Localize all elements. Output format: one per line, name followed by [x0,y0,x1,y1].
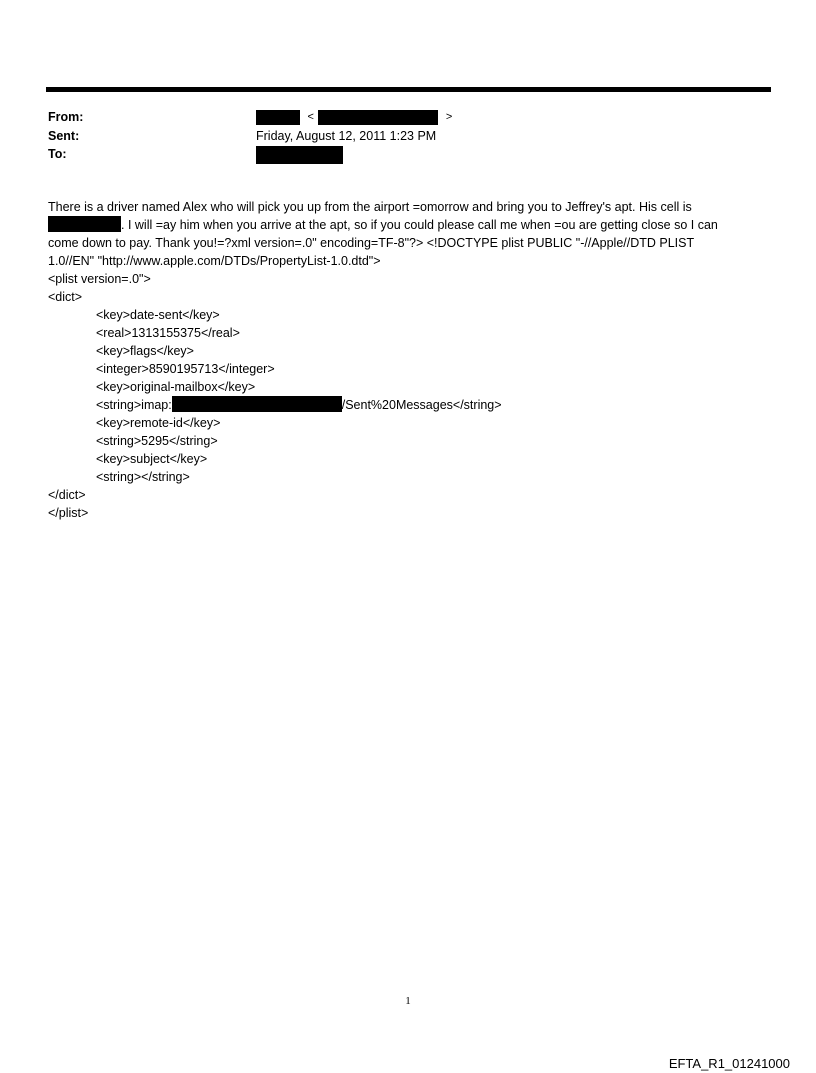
email-body [48,198,773,522]
plist-line: <key>date-sent</key> [96,308,220,322]
body-text-span: /Sent%20Messages</string> [341,398,502,412]
body-text-span: . I will =ay him when you arrive at the apt, so if you could please call me when =ou are getting close so I can [121,218,718,232]
from-value [256,108,452,127]
redaction-block [318,110,438,125]
plist-line: <key>flags</key> [96,344,194,358]
plist-line: <key>subject</key> [96,452,208,466]
sent-label: Sent: [48,128,80,143]
to-value [256,145,343,164]
redaction-block [172,396,342,412]
plist-line: <dict> [48,290,83,304]
plist-line: <string></string> [96,470,190,484]
bates-number: EFTA_R1_01241000 [668,1056,790,1071]
to-label: To: [48,147,67,161]
plist-line: </dict> [48,488,86,502]
body-text-span: <string>imap: [96,398,172,412]
page-number: 1 [405,995,411,1007]
sent-value: Friday, August 12, 2011 1:23 PM [256,128,437,143]
plist-line [48,396,773,414]
plist-line: <key>remote-id</key> [96,416,221,430]
redaction-block [48,216,121,232]
plist-line: <plist version=.0"> [48,272,151,286]
body-line: come down to pay. Thank you!=?xml version=.0" encoding=TF-8"?> <!DOCTYPE plist PUBLIC "-//Apple//DTD PLIST [48,236,695,250]
redaction-block [256,110,300,125]
plist-line: <integer>8590195713</integer> [96,362,275,376]
plist-line: <key>original-mailbox</key> [96,380,256,394]
plist-line: <string>5295</string> [96,434,218,448]
plist-line: <real>1313155375</real> [96,326,240,340]
body-line: There is a driver named Alex who will pick you up from the airport =omorrow and bring you to Jeffrey's apt. His cell is [48,200,692,214]
body-line [48,216,773,234]
from-bracket-open: < [307,111,314,124]
from-label: From: [48,110,84,124]
plist-line: </plist> [48,506,89,520]
header-rule [46,87,771,92]
redaction-block [256,146,343,164]
body-line: 1.0//EN" "http://www.apple.com/DTDs/PropertyList-1.0.dtd"> [48,254,381,268]
from-bracket-close: > [445,111,453,124]
